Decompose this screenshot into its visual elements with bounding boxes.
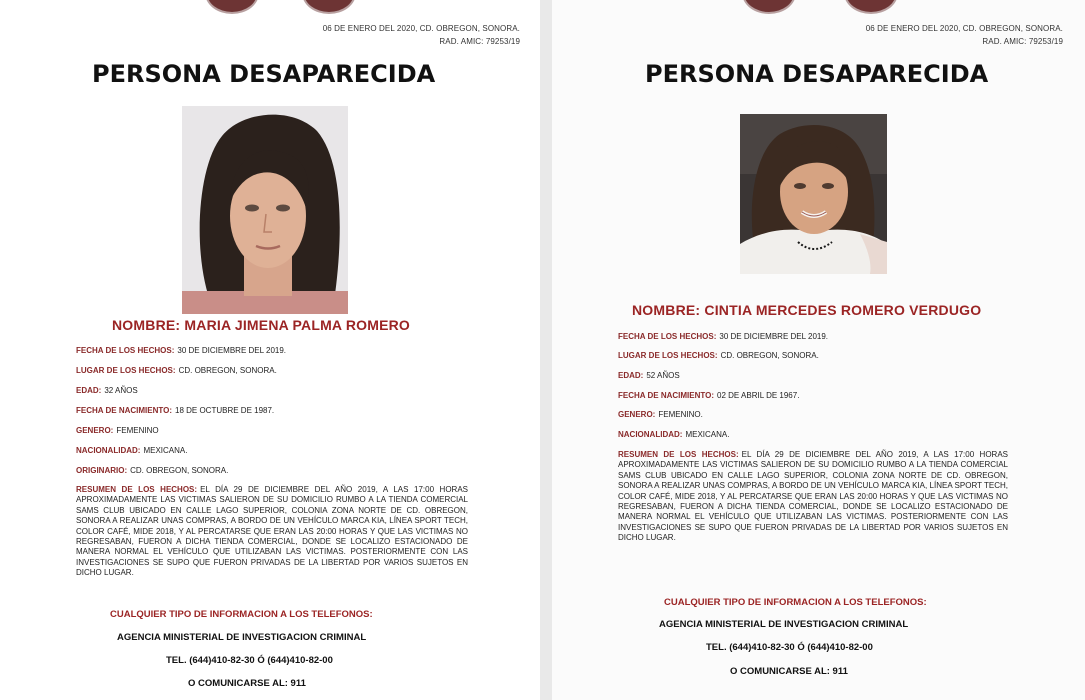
field-label: GENERO: [76,426,114,435]
field-nacionalidad [76,446,187,455]
field-label: LUGAR DE LOS HECHOS: [618,351,718,360]
institution-seal-right-b [844,0,898,14]
field-lugar-hechos [618,351,819,360]
field-value: MEXICANA. [685,430,730,439]
field-value: MEXICANA. [143,446,188,455]
field-value: 30 DE DICIEMBRE DEL 2019. [719,332,829,341]
summary-paragraph [618,450,1008,544]
summary-label: RESUMEN DE LOS HECHOS: [618,450,739,459]
field-fecha-nacimiento [618,391,799,400]
case-number: RAD. AMIC: 79253/19 [982,37,1063,46]
field-value: CD. OBREGON, SONORA. [720,351,819,360]
institution-seal-right-a [742,0,796,14]
institution-seal-left-b [302,0,356,14]
contact-heading: CUALQUIER TIPO DE INFORMACION A LOS TELEFONOS: [664,597,927,608]
poster-title: PERSONA DESAPARECIDA [92,60,436,88]
field-label: FECHA DE NACIMIENTO: [618,391,714,400]
person-name [112,317,410,333]
field-genero [618,410,703,419]
field-label: EDAD: [76,386,102,395]
name-label: NOMBRE: [632,302,701,318]
field-value: CD. OBREGON, SONORA. [178,366,277,375]
field-value: CD. OBREGON, SONORA. [130,466,229,475]
field-edad [76,386,138,395]
institution-seal-left-a [205,0,259,14]
missing-person-poster-right [552,0,1085,700]
summary-label: RESUMEN DE LOS HECHOS: [76,485,198,494]
field-value: 52 AÑOS [646,371,680,380]
person-photo [740,114,887,274]
name-value: CINTIA MERCEDES ROMERO VERDUGO [704,302,982,318]
field-label: FECHA DE LOS HECHOS: [76,346,175,355]
field-value: 32 AÑOS [104,386,138,395]
field-value: FEMENINO [116,426,159,435]
poster-divider [540,0,552,700]
field-value: 30 DE DICIEMBRE DEL 2019. [177,346,287,355]
field-label: FECHA DE LOS HECHOS: [618,332,717,341]
field-label: NACIONALIDAD: [76,446,141,455]
emergency-contact: O COMUNICARSE AL: 911 [188,678,306,689]
field-value: 02 DE ABRIL DE 1967. [717,391,800,400]
field-label: NACIONALIDAD: [618,430,683,439]
field-value: FEMENINO. [658,410,703,419]
portrait-illustration [740,114,887,274]
field-label: LUGAR DE LOS HECHOS: [76,366,176,375]
agency-name: AGENCIA MINISTERIAL DE INVESTIGACION CRIMINAL [659,619,909,630]
field-fecha-hechos [76,346,286,355]
field-label: GENERO: [618,410,656,419]
poster-title: PERSONA DESAPARECIDA [645,60,989,88]
summary-paragraph [76,485,468,579]
field-nacionalidad [618,430,729,439]
field-lugar-hechos [76,366,277,375]
field-label: FECHA DE NACIMIENTO: [76,406,172,415]
agency-name: AGENCIA MINISTERIAL DE INVESTIGACION CRIMINAL [117,632,367,643]
emergency-contact: O COMUNICARSE AL: 911 [730,666,848,677]
field-fecha-nacimiento [76,406,274,415]
poster-date: 06 DE ENERO DEL 2020, CD. OBREGON, SONORA. [322,24,520,33]
name-label: NOMBRE: [112,317,181,333]
contact-heading: CUALQUIER TIPO DE INFORMACION A LOS TELEFONOS: [110,609,373,620]
phone-numbers: TEL. (644)410-82-30 Ó (644)410-82-00 [166,655,333,666]
field-value: 18 DE OCTUBRE DE 1987. [175,406,275,415]
person-name [632,302,981,318]
field-originario [76,466,228,475]
field-label: ORIGINARIO: [76,466,128,475]
field-label: EDAD: [618,371,644,380]
field-genero [76,426,159,435]
summary-text: EL DÍA 29 DE DICIEMBRE DEL AÑO 2019, A LAS 17:00 HORAS APROXIMADAMENTE LAS VICTIMAS SALIERON DE SU DOMICILIO RUMBO A LA TIENDA COMERCIAL SAMS CLUB UBICADO EN CALLE LAGO SUPERIOR, COLONIA ZONA NORTE DE CD. OBREGON, SONORA A REALIZAR UNAS COMPRAS, A BORDO DE UN VEHÍCULO MARCA KIA, LÍNEA SPORT TECH, COLOR CAFÉ, MIDE 2018, Y AL PERCATARSE QUE ERAN LAS 20:00 HORAS Y QUE LAS VICTIMAS NO REGRESABAN, FUERON A DICHA TIENDA COMERCIAL, DONDE SE LOCALIZO ESTACIONADO DE MANERA NORMAL EL VEHÍCULO QUE UTILIZABAN LAS VICTIMAS. POSTERIORMENTE CON LAS INVESTIGACIONES SE SUPO QUE FUERON PRIVADAS DE LA LIBERTAD POR VARIOS SUJETOS EN DICHO LUGAR. [76,485,469,578]
name-value: MARIA JIMENA PALMA ROMERO [184,317,411,333]
poster-date: 06 DE ENERO DEL 2020, CD. OBREGON, SONORA. [865,24,1063,33]
field-edad [618,371,680,380]
phone-numbers: TEL. (644)410-82-30 Ó (644)410-82-00 [706,642,873,653]
person-photo [182,106,348,314]
case-number: RAD. AMIC: 79253/19 [439,37,520,46]
portrait-illustration [182,106,348,314]
field-fecha-hechos [618,332,828,341]
missing-person-poster-left [0,0,540,700]
summary-text: EL DÍA 29 DE DICIEMBRE DEL AÑO 2019, A LAS 17:00 HORAS APROXIMADAMENTE LAS VICTIMAS SALIERON DE SU DOMICILIO RUMBO A LA TIENDA COMERCIAL SAMS CLUB UBICADO EN CALLE LAGO SUPERIOR, COLONIA ZONA NORTE DE CD. OBREGON, SONORA A REALIZAR UNAS COMPRAS, A BORDO DE UN VEHÍCULO MARCA KIA, LÍNEA SPORT TECH, COLOR CAFÉ, MIDE 2018, Y AL PERCATARSE QUE ERAN LAS 20:00 HORAS Y QUE LAS VICTIMAS NO REGRESABAN, FUERON A DICHA TIENDA COMERCIAL, DONDE SE LOCALIZO ESTACIONADO DE MANERA NORMAL EL VEHÍCULO QUE UTILIZABAN LAS VICTIMAS. POSTERIORMENTE CON LAS INVESTIGACIONES SE SUPO QUE FUERON PRIVADAS DE LA LIBERTAD POR VARIOS SUJETOS EN DICHO LUGAR. [618,450,1009,543]
